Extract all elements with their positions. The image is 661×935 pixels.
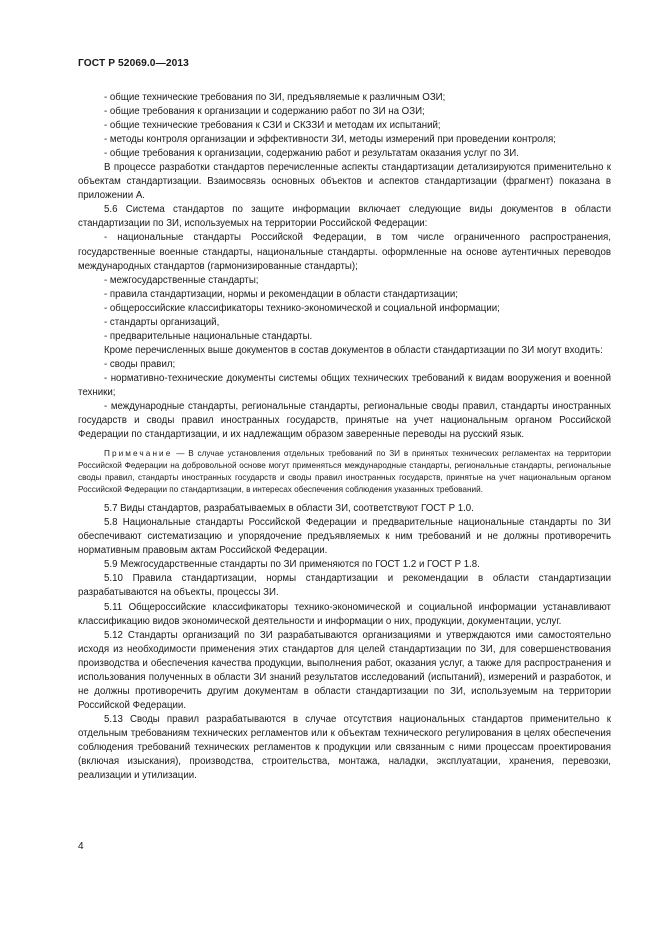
list-item: - межгосударственные стандарты; [104, 274, 259, 286]
note [78, 448, 611, 496]
paragraph: В процессе разработки стандартов перечисленные аспекты стандартизации детализируются применительно к объектам стандартизации. Взаимосвязь основных объектов и аспектов стандартизации (фрагмент) показана в приложении А. [78, 162, 611, 202]
note-label: Примечание [104, 449, 173, 459]
list-item: - общие требования к организации и содержанию работ по ЗИ на ОЗИ; [104, 106, 425, 118]
document-header: ГОСТ Р 52069.0—2013 [78, 58, 189, 69]
list-item: - общие требования к организации, содержанию работ и результатам оказания услуг по ЗИ. [104, 148, 519, 160]
list-item: - нормативно-технические документы системы общих технических требований к видам вооружения и военной техники; [78, 372, 611, 398]
clause-5-6: 5.6 Система стандартов по защите информации включает следующие виды документов в области стандартизации по ЗИ, используемых на территории Российской Федерации: [78, 204, 611, 230]
clause-5-13: 5.13 Своды правил разрабатываются в случае отсутствия национальных стандартов применительно к отдельным требованиям технических регламентов или к объектам технического регулирования в целях обеспечения соблюдения требований технических регламентов к продукции или связанным с ними процессам проектирования (включая изыскания), производства, строительства, монтажа, наладки, эксплуатации, хранения, перевозки, реализации и утилизации. [78, 713, 611, 782]
list-item: - стандарты организаций, [104, 316, 220, 328]
clause-5-11: 5.11 Общероссийские классификаторы технико-экономической и социальной информации устанавливают классификацию видов экономической деятельности и информации о них, продукции, документации, услуг. [78, 601, 611, 627]
list-item: - национальные стандарты Российской Федерации, в том числе ограниченного распространения, государственные военные стандарты, национальные стандарты. оформленные на основе аутентичных переводов международных стандартов (гармонизированные стандарты); [78, 232, 611, 272]
list-item: - правила стандартизации, нормы и рекомендации в области стандартизации; [104, 288, 458, 300]
clause-5-10: 5.10 Правила стандартизации, нормы стандартизации и рекомендации в области стандартизации разрабатываются на объекты, процессы ЗИ. [78, 573, 611, 599]
note-text: — В случае установления отдельных требований по ЗИ в принятых технических регламентах на территории Российской Федерации на добровольной основе могут применяться международные стандарты, региональные стандарты, региональные своды правил, стандарты иностранных государств и своды правил иностранных государств, принятые на учет национальным органом Российской Федерации по стандартизации, в интересах обеспечения соблюдения указанных требований. [78, 449, 611, 495]
list-item: - своды правил; [104, 358, 176, 370]
clause-5-12: 5.12 Стандарты организаций по ЗИ разрабатываются организациями и утверждаются ими самостоятельно исходя из необходимости применения этих стандартов для целей стандартизации по ЗИ, для совершенствования производства и обеспечения качества продукции, выполнения работ, оказания услуг, а также для распространения и использования полученных в области ЗИ знаний результатов исследований (испытаний), измерений и разработок, и не должны противоречить другим документам в области стандартизации по ЗИ, используемым на территории Российской Федерации. [78, 629, 611, 711]
clause-5-8: 5.8 Национальные стандарты Российской Федерации и предварительные национальные стандарты по ЗИ обеспечивают систематизацию и упорядочение предъявляемых к ним требований и не должны противоречить нормативным правовым актам Российской Федерации. [78, 517, 611, 557]
paragraph: Кроме перечисленных выше документов в состав документов в области стандартизации по ЗИ могут входить: [104, 344, 603, 356]
list-item: - общероссийские классификаторы технико-экономической и социальной информации; [104, 302, 500, 314]
list-item: - предварительные национальные стандарты. [104, 330, 313, 342]
list-item: - международные стандарты, региональные стандарты, региональные своды правил, стандарты иностранных государств и своды правил иностранных государств, принятые на учет национальным органом Российской Федерации по стандартизации, и их надлежащим образом заверенные переводы на русский язык. [78, 401, 611, 441]
list-item: - общие технические требования к СЗИ и СКЗЗИ и методам их испытаний; [104, 120, 441, 132]
page-number: 4 [78, 841, 84, 852]
document-body [78, 91, 611, 783]
clause-5-7: 5.7 Виды стандартов, разрабатываемых в области ЗИ, соответствуют ГОСТ Р 1.0. [104, 503, 474, 515]
list-item: - методы контроля организации и эффективности ЗИ, методы измерений при проведении контроля; [104, 134, 556, 146]
clause-5-9: 5.9 Межгосударственные стандарты по ЗИ применяются по ГОСТ 1.2 и ГОСТ Р 1.8. [104, 559, 480, 571]
list-item: - общие технические требования по ЗИ, предъявляемые к различным ОЗИ; [104, 92, 446, 103]
